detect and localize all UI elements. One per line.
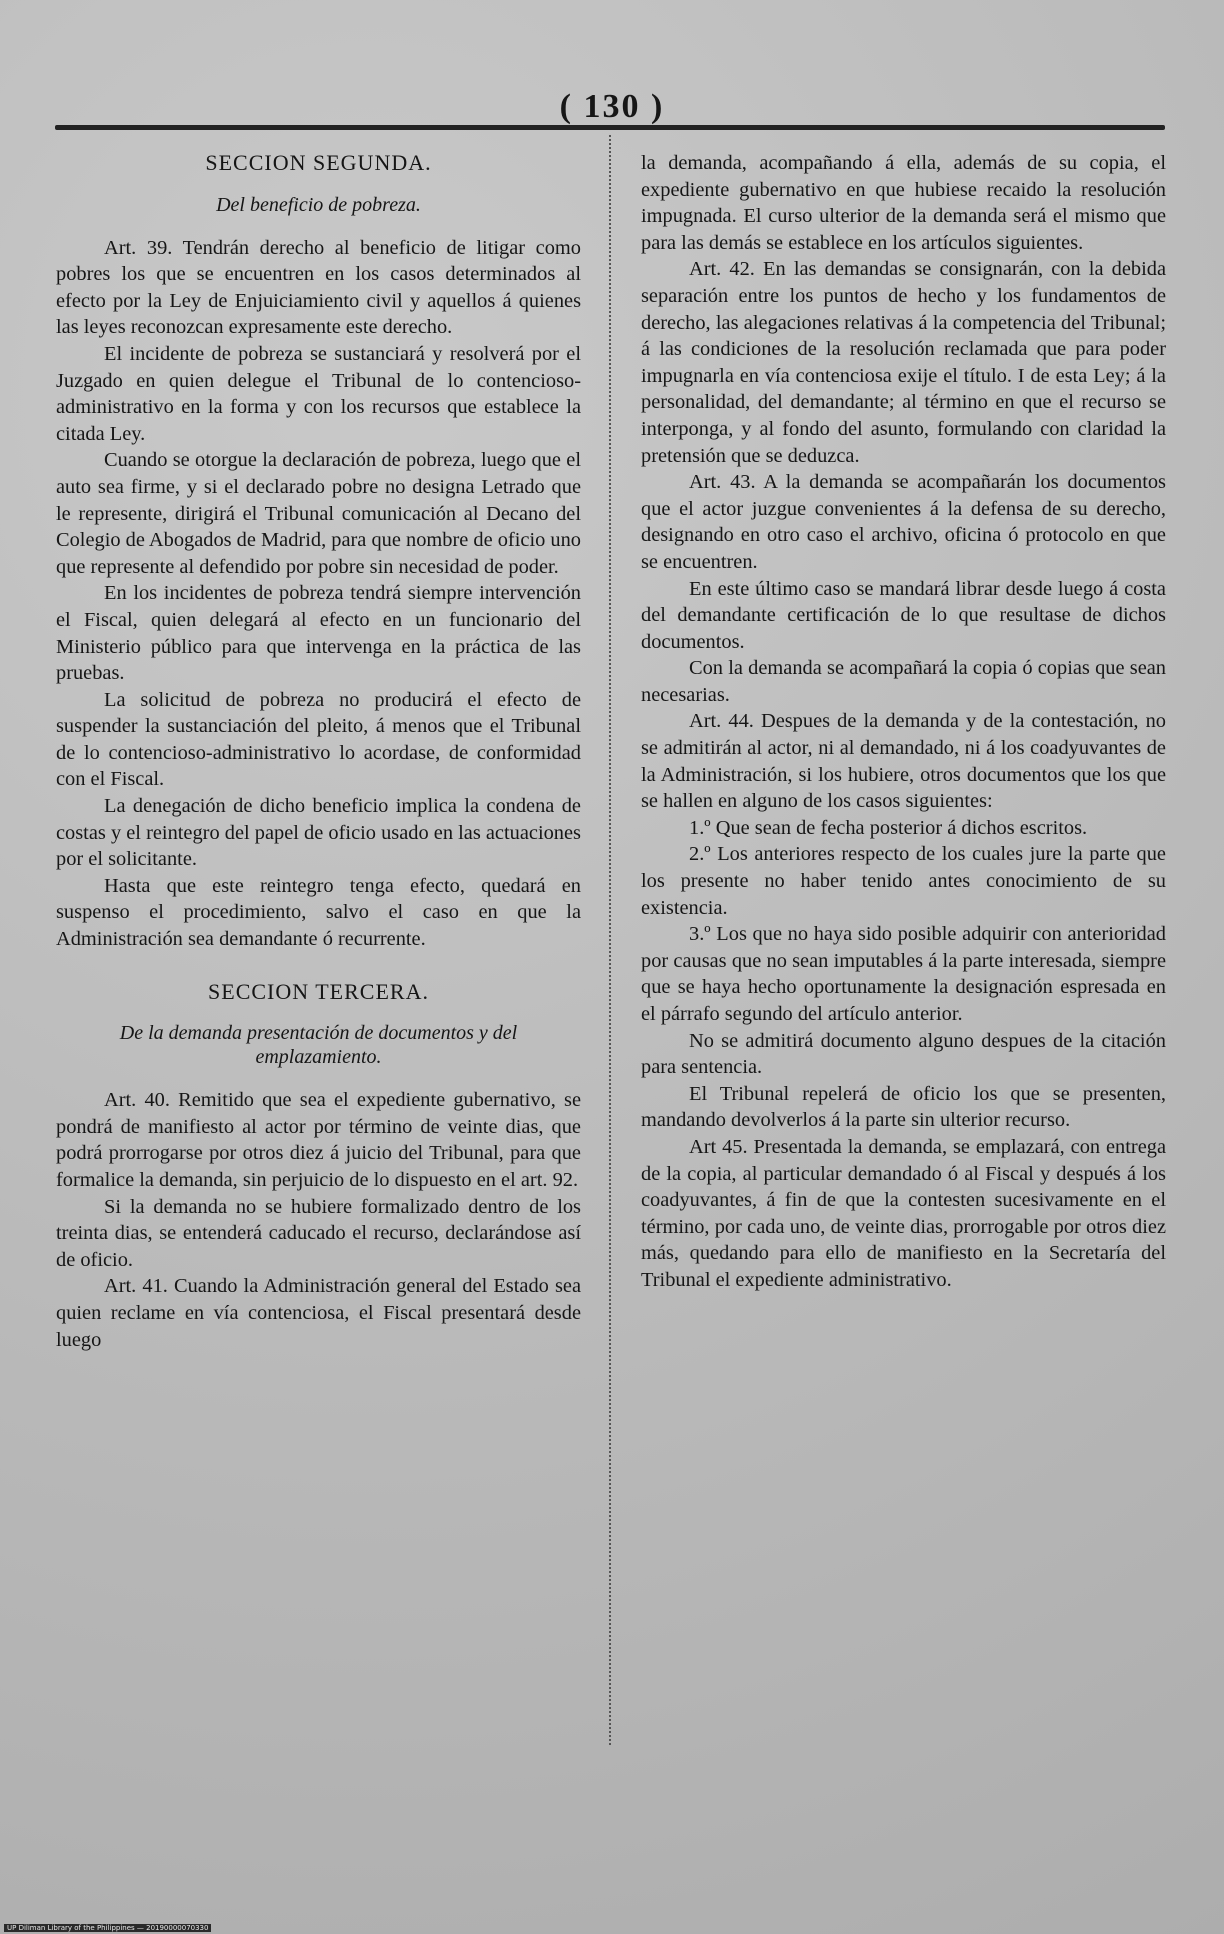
paragraph-art-44: Art. 44. Despues de la demanda y de la contestación, no se admitirán al actor, ni al demandado, ni á los coadyuvantes de la Administración, si los hubiere, otros documentos que los que se hallen en alguno de los casos siguientes: xyxy=(641,710,1166,813)
section-title-tercera: SECCION TERCERA. xyxy=(208,978,429,1004)
footer-credit: UP Diliman Library of the Philippines — 20190000070330 xyxy=(4,1924,211,1932)
header-rule xyxy=(55,125,1165,130)
paragraph: En los incidentes de pobreza tendrá siempre intervención el Fiscal, quien delegará al efecto en un funcionario del Ministerio público para que intervenga en la práctica de las pruebas. xyxy=(56,582,581,685)
list-item: 2.º Los anteriores respecto de los cuales jure la parte que los presente no haber tenido antes conocimiento de su existencia. xyxy=(641,843,1166,919)
paragraph-continuation: la demanda, acompañando á ella, además de su copia, el expediente gubernativo en que hubiese recaido la resolución impugnada. El curso ulterior de la demanda será el mismo que para las demás se establece en los artículos siguientes. xyxy=(641,152,1166,254)
paragraph-art-39: Art. 39. Tendrán derecho al beneficio de litigar como pobres los que se encuentren en los casos determinados al efecto por la Ley de Enjuiciamiento civil y aquellos á quienes las leyes reconozcan expresamente este derecho. xyxy=(56,236,581,339)
list-item: 1.º Que sean de fecha posterior á dichos escritos. xyxy=(689,816,1088,839)
right-column xyxy=(641,150,1166,1750)
paragraph: La denegación de dicho beneficio implica la condena de costas y el reintegro del papel de oficio usado en las actuaciones por el solicitante. xyxy=(56,795,581,871)
section-title-segunda: SECCION SEGUNDA. xyxy=(205,150,432,175)
paragraph-art-42: Art. 42. En las demandas se consignarán, con la debida separación entre los puntos de hecho y los fundamentos de derecho, las alegaciones relativas á la competencia del Tribunal; á las condiciones de la resolución reclamada que para poder impugnarla en vía contenciosa exije el título. I de esta Ley; á la personalidad, del demandante; al término en que el recurso se interponga, y al fondo del asunto, formulando con claridad la pretensión que se deduzca. xyxy=(641,258,1166,467)
paragraph: Cuando se otorgue la declaración de pobreza, luego que el auto sea firme, y si el declarado pobre no designa Letrado que le represente, dirigirá el Tribunal comunicación al Decano del Colegio de Abogados de Madrid, para que nombre de oficio uno que represente al defendido por pobre sin necesidad de poder. xyxy=(56,449,581,578)
column-divider xyxy=(609,135,612,1745)
paragraph-art-43: Art. 43. A la demanda se acompañarán los documentos que el actor juzgue convenientes á la defensa de su derecho, designando en otro caso el archivo, oficina ó protocolo en que se encuentren. xyxy=(641,471,1166,573)
paragraph: El incidente de pobreza se sustanciará y resolverá por el Juzgado en quien delegue el Tribunal de lo contencioso-administrativo en la forma y con los recursos que establece la citada Ley. xyxy=(56,342,581,445)
paragraph: Con la demanda se acompañará la copia ó copias que sean necesarias. xyxy=(641,657,1166,706)
paragraph: Si la demanda no se hubiere formalizado dentro de los treinta dias, se entenderá caducado el recurso, declarándose así de oficio. xyxy=(56,1195,581,1271)
paragraph: No se admitirá documento alguno despues de la citación para sentencia. xyxy=(641,1029,1166,1079)
paragraph: La solicitud de pobreza no producirá el efecto de suspender la sustanciación del pleito, á menos que el Tribunal de lo contencioso-administrativo lo acordase, de conformidad con el Fiscal. xyxy=(56,688,581,791)
section-subtitle-demanda: De la demanda presentación de documentos y del emplazamiento. xyxy=(119,1022,518,1069)
paragraph: El Tribunal repelerá de oficio los que se presenten, mandando devolverlos á la parte sin ulterior recurso. xyxy=(641,1082,1166,1132)
paragraph: Hasta que este reintegro tenga efecto, quedará en suspenso el procedimiento, salvo el caso en que la Administración sea demandante ó recurrente. xyxy=(56,874,581,951)
left-column xyxy=(56,150,581,1750)
list-item: 3.º Los que no haya sido posible adquirir con anterioridad por causas que no sean imputables á la parte interesada, siempre que se haya hecho oportunamente la designación espresada en el párrafo segundo del artículo anterior. xyxy=(641,923,1166,1025)
paragraph-art-41: Art. 41. Cuando la Administración general del Estado sea quien reclame en vía contenciosa, el Fiscal presentará desde luego xyxy=(56,1275,581,1351)
paragraph-art-40: Art. 40. Remitido que sea el expediente gubernativo, se pondrá de manifiesto al actor por término de veinte dias, que podrá prorrogarse por otros diez á juicio del Tribunal, para que formalice la demanda, sin perjuicio de lo dispuesto en el art. 92. xyxy=(56,1089,581,1191)
section-subtitle-pobreza: Del beneficio de pobreza. xyxy=(216,193,421,216)
paragraph-art-45: Art 45. Presentada la demanda, se emplazará, con entrega de la copia, al particular demandado ó al Fiscal y después á los coadyuvantes, á fin de que la contesten sucesivamente en el término, por cada uno, de veinte dias, prorrogable por otros diez más, quedando para ello de manifiesto en la Secretaría del Tribunal el expediente administrativo. xyxy=(641,1135,1166,1291)
page-number: ( 130 ) xyxy=(559,88,665,125)
paragraph: En este último caso se mandará librar desde luego á costa del demandante certificación de lo que resultase de dichos documentos. xyxy=(641,577,1166,653)
